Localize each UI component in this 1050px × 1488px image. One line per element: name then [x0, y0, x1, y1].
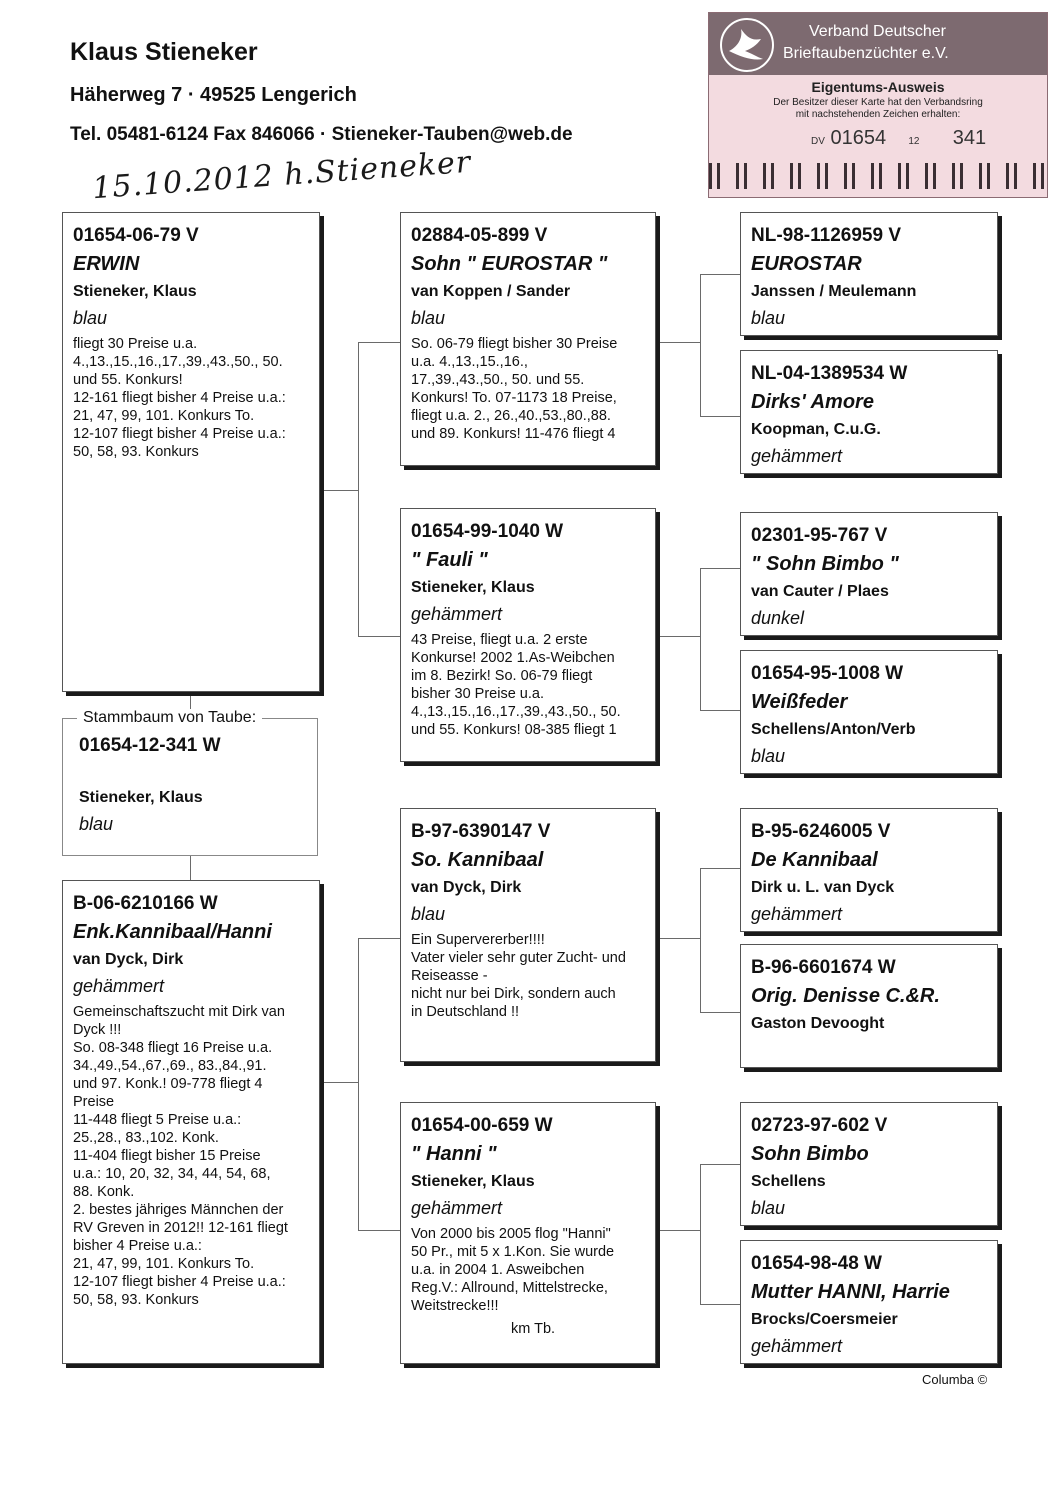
- performance-notes: Ein Supervererber!!!! Vater vieler sehr guter Zucht- und Reiseasse - nicht nur bei Dirk, sondern auch in Deutschland !!: [411, 932, 626, 1020]
- card-header: [709, 13, 1047, 75]
- card-ring-number: [811, 127, 986, 150]
- performance-notes: fliegt 30 Preise u.a. 4.,13.,15.,16.,17.,39.,43.,50., 50. und 55. Konkurs! 12-161 fliegt bisher 4 Preise u.a.: 21, 47, 99, 101. Konkurs To. 12-107 fliegt bisher 4 Preise u.a.: 50, 58, 93. Konkurs: [73, 336, 286, 460]
- connector-line: [700, 710, 740, 711]
- card-desc-line1: Der Besitzer dieser Karte hat den Verbandsring: [773, 97, 983, 108]
- connector-line: [656, 1230, 700, 1231]
- pigeon-color: gehämmert: [411, 604, 503, 624]
- connector-line: [700, 274, 740, 275]
- card-org-line2: Brieftaubenzüchter e.V.: [783, 45, 949, 62]
- connector-line: [358, 342, 359, 636]
- pigeon-color: blau: [411, 904, 446, 924]
- breeder-name: Stieneker, Klaus: [411, 579, 535, 596]
- performance-notes: 43 Preise, fliegt u.a. 2 erste Konkurse! 2002 1.As-Weibchen im 8. Bezirk! So. 06-79 fliegt bisher 30 Preise u.a. 4.,13.,15.,16.,17.,39.,43.,50., 50. und 55. Konkurs! 08-385 fliegt 1: [411, 632, 621, 738]
- connector-line: [656, 342, 700, 343]
- connector-line: [700, 416, 740, 417]
- subject-ring-number: 01654-12-341 W: [79, 735, 221, 756]
- connector-line: [700, 868, 701, 1012]
- subject-label: Stammbaum von Taube:: [77, 709, 262, 727]
- pigeon-color: gehämmert: [751, 904, 843, 924]
- connector-line: [700, 1164, 701, 1304]
- pedigree-box-mmm: [740, 1240, 998, 1364]
- breeder-name: Koopman, C.u.G.: [751, 421, 881, 438]
- connector-line: [656, 938, 700, 939]
- breeder-name: Klaus Stieneker: [70, 38, 258, 66]
- breeder-contact: Tel. 05481-6124 Fax 846066 · Stieneker-Tauben@web.de: [70, 124, 573, 145]
- connector-line: [700, 568, 701, 710]
- card-ring-suffix: 341: [952, 127, 987, 149]
- pigeon-name: ERWIN: [73, 253, 140, 275]
- breeder-name: Gaston Devooght: [751, 1015, 885, 1032]
- pedigree-box-father-mother: [400, 508, 656, 762]
- connector-line: [190, 856, 191, 880]
- connector-line: [700, 1304, 740, 1305]
- card-desc-line2: mit nachstehenden Zeichen erhalten:: [795, 109, 961, 120]
- ring-number: NL-98-1126959 V: [751, 225, 901, 246]
- pigeon-name: Orig. Denisse C.&R.: [751, 985, 940, 1007]
- breeder-name: Brocks/Coersmeier: [751, 1311, 898, 1328]
- pedigree-box-fmf: [740, 512, 998, 636]
- pigeon-name: " Fauli ": [411, 549, 488, 571]
- dove-logo-icon: [717, 17, 777, 73]
- ring-number: 02884-05-899 V: [411, 225, 548, 246]
- connector-line: [358, 938, 400, 939]
- pedigree-box-mother-father: [400, 808, 656, 1062]
- pedigree-box-mmf: [740, 1102, 998, 1226]
- breeder-name: van Dyck, Dirk: [411, 879, 522, 896]
- connector-line: [318, 490, 358, 491]
- breeder-name: van Koppen / Sander: [411, 283, 571, 300]
- card-description: [709, 97, 1047, 121]
- connector-line: [700, 568, 740, 569]
- subject-breeder: Stieneker, Klaus: [79, 789, 203, 806]
- ring-number: 02301-95-767 V: [751, 525, 888, 546]
- pigeon-color: blau: [751, 308, 786, 328]
- subject-color: blau: [79, 814, 114, 834]
- connector-line: [700, 1164, 740, 1165]
- connector-line: [700, 1012, 740, 1013]
- footer-credit: Columba ©: [922, 1372, 988, 1387]
- pigeon-name: Sohn " EUROSTAR ": [411, 253, 608, 275]
- pigeon-color: gehämmert: [751, 446, 843, 466]
- pigeon-color: gehämmert: [411, 1198, 503, 1218]
- breeder-name: Stieneker, Klaus: [411, 1173, 535, 1190]
- ownership-card: [708, 12, 1048, 198]
- breeder-name: Dirk u. L. van Dyck: [751, 879, 895, 896]
- connector-line: [358, 636, 400, 637]
- ring-number: B-96-6601674 W: [751, 957, 896, 978]
- pigeon-color: blau: [73, 308, 108, 328]
- pedigree-box-mff: [740, 808, 998, 932]
- ring-number: B-97-6390147 V: [411, 821, 551, 842]
- ring-number: 02723-97-602 V: [751, 1115, 888, 1136]
- pigeon-name: So. Kannibaal: [411, 849, 544, 871]
- pigeon-name: " Hanni ": [411, 1143, 497, 1165]
- breeder-name: van Cauter / Plaes: [751, 583, 889, 600]
- ring-number: B-95-6246005 V: [751, 821, 891, 842]
- pedigree-box-mother: [62, 880, 320, 1364]
- breeder-name: Schellens: [751, 1173, 826, 1190]
- pigeon-name: Weißfeder: [751, 691, 848, 713]
- pigeon-color: blau: [411, 308, 446, 328]
- pigeon-color: gehämmert: [751, 1336, 843, 1356]
- pedigree-box-mother-mother: [400, 1102, 656, 1364]
- connector-line: [358, 342, 400, 343]
- pedigree-box-father-father: [400, 212, 656, 466]
- km-label: km Tb.: [511, 1321, 556, 1337]
- pigeon-name: " Sohn Bimbo ": [751, 553, 899, 575]
- connector-line: [318, 1082, 358, 1083]
- pigeon-color: blau: [751, 1198, 786, 1218]
- connector-line: [700, 274, 701, 416]
- pedigree-box-ffm: [740, 350, 998, 474]
- pigeon-name: Mutter HANNI, Harrie: [751, 1281, 950, 1303]
- ring-number: 01654-95-1008 W: [751, 663, 904, 684]
- performance-notes: Von 2000 bis 2005 flog "Hanni" 50 Pr., mit 5 x 1.Kon. Sie wurde u.a. in 2004 1. Asweibchen Reg.V.: Allround, Mittelstrecke, Weitstrecke!!!: [411, 1226, 615, 1314]
- performance-notes: So. 06-79 fliegt bisher 30 Preise u.a. 4.,13.,15.,16., 17.,39.,43.,50., 50. und 55. Konkurs! To. 07-1173 18 Preise, fliegt u.a. 2., 26.,40.,53.,80.,88. und 89. Konkurs! 11-476 fliegt 4: [411, 336, 618, 442]
- breeder-name: Stieneker, Klaus: [73, 283, 197, 300]
- card-title: Eigentums-Ausweis: [811, 79, 945, 95]
- card-ring-prefix: DV: [811, 136, 825, 147]
- pedigree-box-fff: [740, 212, 998, 336]
- card-org-line1: Verband Deutscher: [809, 23, 946, 40]
- breeder-name: Schellens/Anton/Verb: [751, 721, 916, 738]
- pigeon-color: gehämmert: [73, 976, 165, 996]
- pigeon-color: blau: [751, 746, 786, 766]
- pigeon-name: Enk.Kannibaal/Hanni: [73, 921, 272, 943]
- pedigree-box-fmm: [740, 650, 998, 774]
- ring-number: NL-04-1389534 W: [751, 363, 908, 384]
- breeder-name: Janssen / Meulemann: [751, 283, 917, 300]
- ring-number: B-06-6210166 W: [73, 893, 218, 914]
- ring-number: 01654-06-79 V: [73, 225, 199, 246]
- pigeon-color: dunkel: [751, 608, 805, 628]
- pigeon-name: EUROSTAR: [751, 253, 862, 275]
- handwritten-signature: 15.10.2012 h.Stieneker: [91, 144, 473, 207]
- subject-box: [62, 709, 318, 856]
- pigeon-name: Sohn Bimbo: [751, 1143, 869, 1165]
- card-border-pattern: [709, 163, 1047, 189]
- pedigree-box-mfm: [740, 944, 998, 1068]
- ring-number: 01654-00-659 W: [411, 1115, 553, 1136]
- breeder-name: van Dyck, Dirk: [73, 951, 184, 968]
- card-ring-year: 12: [908, 136, 920, 147]
- card-ring-main: 01654: [830, 127, 887, 149]
- pedigree-box-father: [62, 212, 320, 692]
- ring-number: 01654-98-48 W: [751, 1253, 882, 1274]
- performance-notes: Gemeinschaftszucht mit Dirk van Dyck !!! So. 08-348 fliegt 16 Preise u.a. 34.,49.,54.,67.,69., 83.,84.,91. und 97. Konk.! 09-778 fliegt 4 Preise 11-448 fliegt 5 Preise u.a.: 25.,28., 83.,102. Konk. 11-404 fliegt bisher 15 Preise u.a.: 10, 20, 32, 34, 44, 54, 68, 88. Konk. 2. bestes jähriges Männchen der RV Greven in 2012!! 12-161 fliegt bisher 4 Preise u.a.: 21, 47, 99, 101. Konkurs To. 12-107 fliegt bisher 4 Preise u.a.: 50, 58, 93. Konkurs: [73, 1004, 288, 1308]
- connector-line: [700, 868, 740, 869]
- connector-line: [358, 1230, 400, 1231]
- pigeon-name: Dirks' Amore: [751, 391, 874, 413]
- connector-line: [656, 636, 700, 637]
- pigeon-name: De Kannibaal: [751, 849, 878, 871]
- connector-line: [358, 938, 359, 1230]
- breeder-address: Häherweg 7 · 49525 Lengerich: [70, 84, 357, 106]
- ring-number: 01654-99-1040 W: [411, 521, 564, 542]
